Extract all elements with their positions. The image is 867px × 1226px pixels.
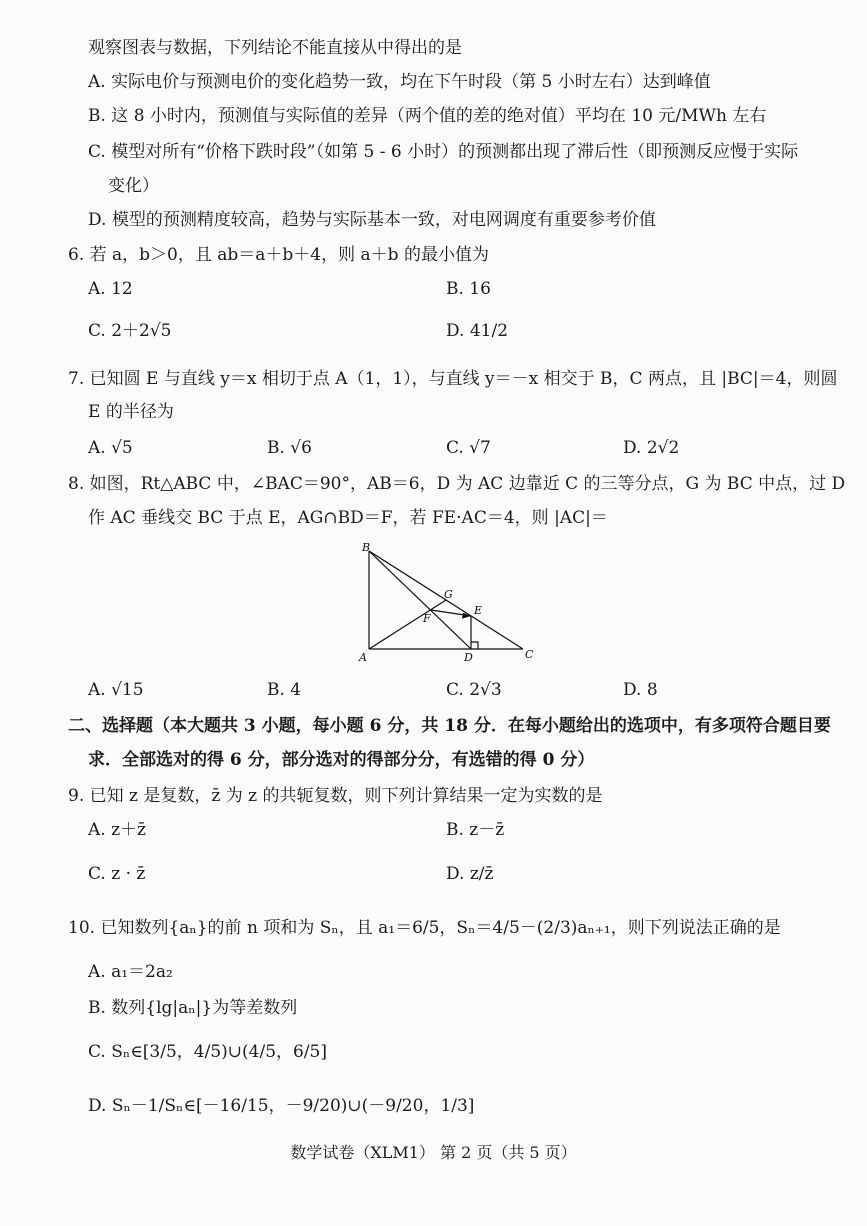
q6-stem: 6. 若 a，b＞0，且 ab＝a＋b＋4，则 a＋b 的最小值为	[68, 245, 489, 265]
q7-option-c: C. √7	[446, 438, 491, 458]
q10-option-b: B. 数列{lg|aₙ|}为等差数列	[88, 998, 298, 1018]
figure-label-e: E	[474, 604, 483, 617]
q7-option-a: A. √5	[88, 438, 133, 458]
q9-option-c: C. z · z̄	[88, 864, 146, 884]
figure-label-d: D	[464, 651, 473, 664]
q8-option-a: A. √15	[88, 680, 144, 700]
q8-option-d: D. 8	[623, 680, 658, 700]
q8-option-b: B. 4	[267, 680, 302, 700]
q5-stem: 观察图表与数据，下列结论不能直接从中得出的是	[88, 38, 462, 58]
q6-option-b: B. 16	[446, 279, 491, 299]
q10-option-a: A. a₁＝2a₂	[88, 962, 173, 982]
figure-label-c: C	[525, 648, 534, 661]
q9-stem: 9. 已知 z 是复数，z̄ 为 z 的共轭复数，则下列计算结果一定为实数的是	[68, 786, 603, 806]
q9-option-d: D. z/z̄	[446, 864, 494, 884]
q6-option-d: D. 41/2	[446, 321, 509, 341]
q7-option-b: B. √6	[267, 438, 312, 458]
q6-option-c: C. 2＋2√5	[88, 321, 172, 341]
figure-label-b: B	[362, 541, 371, 554]
q10-stem: 10. 已知数列{aₙ}的前 n 项和为 Sₙ，且 a₁＝6/5，Sₙ＝4/5－(2/3)aₙ₊₁，则下列说法正确的是	[68, 918, 781, 938]
q5-option-d: D. 模型的预测精度较高，趋势与实际基本一致，对电网调度有重要参考价值	[88, 210, 656, 230]
q7-stem-line2: E 的半径为	[88, 402, 174, 422]
q10-option-d: D. Sₙ－1/Sₙ∈[－16/15，－9/20)∪(－9/20，1/3]	[88, 1096, 475, 1116]
figure-label-g: G	[444, 588, 453, 601]
q5-option-c: C. 模型对所有“价格下跌时段”（如第 5 - 6 小时）的预测都出现了滞后性（即预测反应慢于实际	[88, 142, 799, 162]
page-footer: 数学试卷（XLM1） 第 2 页（共 5 页）	[290, 1143, 577, 1162]
q10-option-c: C. Sₙ∈[3/5，4/5)∪(4/5，6/5]	[88, 1042, 328, 1062]
figure-label-a: A	[359, 651, 367, 664]
q8-stem-line2: 作 AC 垂线交 BC 于点 E，AG∩BD＝F，若 FE·AC＝4，则 |AC|＝	[88, 508, 608, 528]
section2-heading-cont: 求．全部选对的得 6 分，部分选对的得部分分，有选错的得 0 分）	[88, 750, 595, 770]
q7-option-d: D. 2√2	[623, 438, 680, 458]
q5-option-b: B. 这 8 小时内，预测值与实际值的差异（两个值的差的绝对值）平均在 10 元/MWh 左右	[88, 106, 767, 126]
q5-option-c-cont: 变化）	[108, 176, 159, 196]
q9-option-b: B. z－z̄	[446, 820, 505, 840]
q5-option-a: A. 实际电价与预测电价的变化趋势一致，均在下午时段（第 5 小时左右）达到峰值	[88, 72, 711, 92]
q8-option-c: C. 2√3	[446, 680, 502, 700]
q8-stem-line1: 8. 如图，Rt△ABC 中，∠BAC＝90°，AB＝6，D 为 AC 边靠近 C 的三等分点，G 为 BC 中点，过 D	[68, 474, 846, 494]
q8-triangle-figure	[355, 535, 545, 665]
section2-heading: 二、选择题（本大题共 3 小题，每小题 6 分，共 18 分．在每小题给出的选项中，有多项符合题目要	[68, 716, 831, 736]
q9-option-a: A. z＋z̄	[88, 820, 146, 840]
q7-stem-line1: 7. 已知圆 E 与直线 y＝x 相切于点 A（1，1），与直线 y＝－x 相交于 B，C 两点，且 |BC|＝4，则圆	[68, 369, 838, 389]
figure-label-f: F	[423, 612, 431, 625]
q6-option-a: A. 12	[88, 279, 133, 299]
